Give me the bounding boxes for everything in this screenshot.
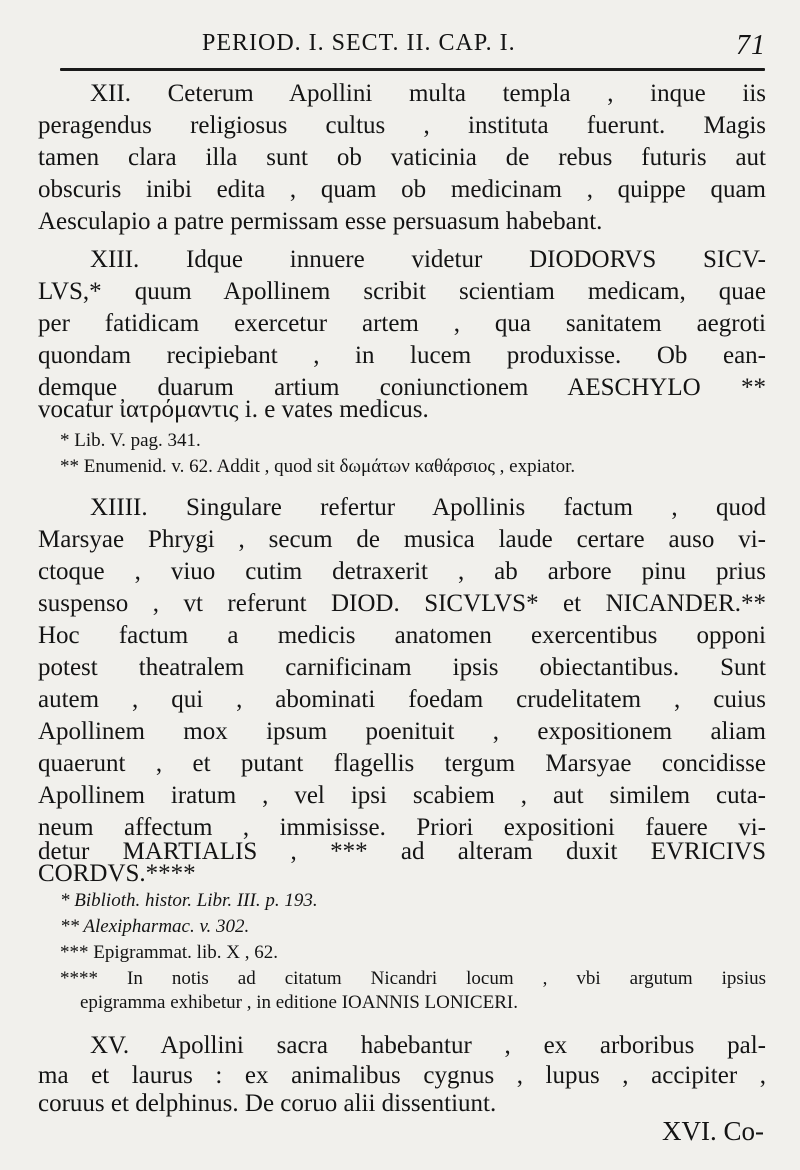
paragraph-xiiii-line-6: potest theatralem carnificinam ipsis obiectantibus. Sunt (38, 654, 766, 681)
paragraph-xii-line-4: obscuris inibi edita , quam ob medicinam , quippe quam (38, 176, 766, 203)
page-number: 71 (736, 30, 766, 61)
paragraph-xiiii-line-10: Apollinem iratum , vel ipsi scabiem , aut similem cuta- (38, 782, 766, 809)
paragraph-xiii-line-4: quondam recipiebant , in lucem produxisse. Ob ean- (38, 342, 766, 369)
paragraph-xii-line-3: tamen clara illa sunt ob vaticinia de rebus futuris aut (38, 144, 766, 171)
paragraph-xv-line-2: ma et laurus : ex animalibus cygnus , lupus , accipiter , (38, 1062, 766, 1089)
paragraph-xiiii-line-2: Marsyae Phrygi , secum de musica laude certare auso vi- (38, 526, 766, 553)
paragraph-xiiii-line-9: quaerunt , et putant flagellis tergum Marsyae concidisse (38, 750, 766, 777)
paragraph-xv-line-3: coruus et delphinus. De coruo alii dissentiunt. (38, 1090, 497, 1117)
paragraph-xiiii-line-4: suspenso , vt referunt DIOD. SICVLVS* et NICANDER.** (38, 590, 766, 617)
paragraph-xiii-line-3: per fatidicam exercetur artem , qua sanitatem aegroti (38, 310, 766, 337)
paragraph-xiiii-line-1: XIIII. Singulare refertur Apollinis factum , quod (90, 494, 766, 521)
footnote: * Lib. V. pag. 341. (60, 430, 201, 451)
footnote: ** Alexipharmac. v. 302. (60, 916, 250, 937)
paragraph-xiiii-line-5: Hoc factum a medicis anatomen exercentibus opponi (38, 622, 766, 649)
paragraph-xii-line-5: Aesculapio a patre permissam esse persuasum habebant. (38, 208, 603, 235)
paragraph-xiiii-line-12: detur MARTIALIS , *** ad alteram duxit EVRICIVS (38, 838, 766, 865)
header-rule (60, 68, 765, 71)
footnote: ** Enumenid. v. 62. Addit , quod sit δωμάτων καθάρσιος , expiator. (60, 456, 576, 477)
paragraph-xiii-line-1: XIII. Idque innuere videtur DIODORVS SICV- (90, 246, 766, 273)
footnote: epigramma exhibetur , in editione IOANNIS LONICERI. (80, 992, 518, 1013)
running-title: PERIOD. I. SECT. II. CAP. I. (202, 30, 516, 56)
paragraph-xii-line-1: XII. Ceterum Apollini multa templa , inque iis (90, 80, 766, 107)
catchword: XVI. Co- (662, 1116, 764, 1146)
footnote: * Biblioth. histor. Libr. III. p. 193. (60, 890, 318, 911)
paragraph-xv-line-1: XV. Apollini sacra habebantur , ex arboribus pal- (90, 1032, 766, 1059)
paragraph-xiiii-line-11: neum affectum , immisisse. Priori expositioni fauere vi- (38, 814, 766, 841)
paragraph-xiii-line-5: demque duarum artium coniunctionem AESCHYLO ** (38, 374, 766, 401)
paragraph-xiiii-line-13: CORDVS.**** (38, 860, 196, 887)
paragraph-xiiii-line-8: Apollinem mox ipsum poenituit , expositionem aliam (38, 718, 766, 745)
paragraph-xiii-line-6: vocatur ἰατρόμαντις i. e vates medicus. (38, 396, 429, 423)
paragraph-xiiii-line-3: ctoque , viuo cutim detraxerit , ab arbore pinu prius (38, 558, 766, 585)
paragraph-xiii-line-2: LVS,* quum Apollinem scribit scientiam medicam, quae (38, 278, 766, 305)
paragraph-xiiii-line-7: autem , qui , abominati foedam crudelitatem , cuius (38, 686, 766, 713)
footnote: **** In notis ad citatum Nicandri locum , vbi argutum ipsius (60, 968, 766, 989)
footnote: *** Epigrammat. lib. X , 62. (60, 942, 278, 963)
paragraph-xii-line-2: peragendus religiosus cultus , instituta fuerunt. Magis (38, 112, 766, 139)
page-header (60, 30, 768, 66)
